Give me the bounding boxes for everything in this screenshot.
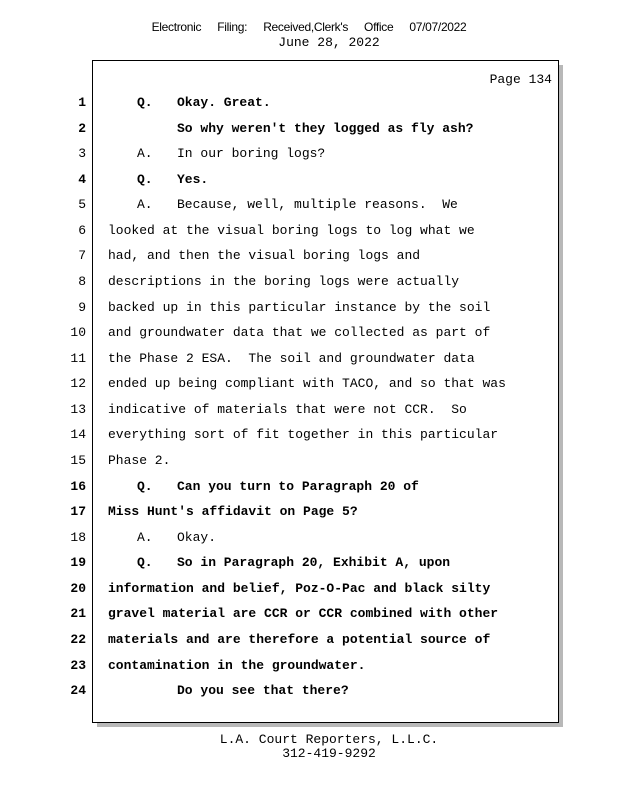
line-text: Yes. [177,171,209,187]
page-number: Page 134 [489,72,552,87]
line-number: 9 [78,299,86,315]
line-number: 3 [78,146,86,162]
line-text: ended up being compliant with TACO, and so that was [108,376,506,392]
speaker-prefix: Q. [137,555,153,571]
speaker-prefix: Q. [137,95,153,110]
line-text: So in Paragraph 20, Exhibit A, upon [177,555,451,571]
line-number: 23 [70,657,86,673]
line-text: looked at the visual boring logs to log what we [108,222,475,238]
line-text: In our boring logs? [177,146,326,162]
line-number: 22 [70,631,86,647]
line-text: Miss Hunt's affidavit on Page 5? [108,504,358,520]
line-number: 19 [70,555,86,571]
filing-part: Electronic [151,20,202,34]
line-number: 21 [70,606,86,622]
line-number: 10 [70,325,86,341]
speaker-prefix: Q. [137,171,153,187]
line-text: So why weren't they logged as fly ash? [177,120,474,136]
line-text: contamination in the groundwater. [108,657,366,673]
filing-part: Filing: [217,20,248,34]
line-number: 6 [78,222,86,238]
line-text: Can you turn to Paragraph 20 of [177,478,419,494]
line-text: information and belief, Poz-O-Pac and black silty [108,580,491,596]
line-number: 11 [70,350,86,366]
line-text: backed up in this particular instance by the soil [108,299,491,315]
speaker-prefix: A. [137,146,153,162]
speaker-prefix: A. [137,197,153,213]
line-number: 8 [78,273,86,289]
line-text: materials and are therefore a potential source of [108,631,491,647]
speaker-prefix: A. [137,529,153,545]
line-number: 7 [78,248,86,264]
line-number: 1 [78,95,86,110]
line-number: 13 [70,401,86,417]
line-number: 4 [78,171,86,187]
filing-part: Received,Clerk's [263,20,349,34]
line-number: 18 [70,529,86,545]
line-number: 20 [70,580,86,596]
line-text: the Phase 2 ESA. The soil and groundwater data [108,350,475,366]
footer [0,733,618,761]
line-number: 2 [78,120,86,136]
speaker-prefix: Q. [137,478,153,494]
reporter-phone: 312-419-9292 [282,746,376,761]
line-number: 14 [70,427,86,443]
line-number: 5 [78,197,86,213]
deposition-date: June 28, 2022 [278,35,380,50]
transcript-page-frame [92,60,559,723]
filing-part: 07/07/2022 [409,20,467,34]
line-text: descriptions in the boring logs were actually [108,273,460,289]
line-text: Okay. Great. [177,95,271,110]
line-text: gravel material are CCR or CCR combined with other [108,606,499,622]
line-text: everything sort of fit together in this particular [108,427,499,443]
line-number: 15 [70,452,86,468]
line-text: indicative of materials that were not CCR. So [108,401,467,417]
line-text: and groundwater data that we collected as part of [108,325,491,341]
line-number: 16 [70,478,86,494]
line-number: 17 [70,504,86,520]
line-text: had, and then the visual boring logs and [108,248,421,264]
line-text: Okay. [177,529,217,545]
line-text: Phase 2. [108,452,171,468]
filing-part: Office [364,20,394,34]
line-number: 24 [70,683,86,699]
line-number: 12 [70,376,86,392]
electronic-filing-stamp [0,20,618,34]
line-text: Do you see that there? [177,683,349,699]
line-text: Because, well, multiple reasons. We [177,197,458,213]
reporter-company: L.A. Court Reporters, L.L.C. [219,732,439,747]
